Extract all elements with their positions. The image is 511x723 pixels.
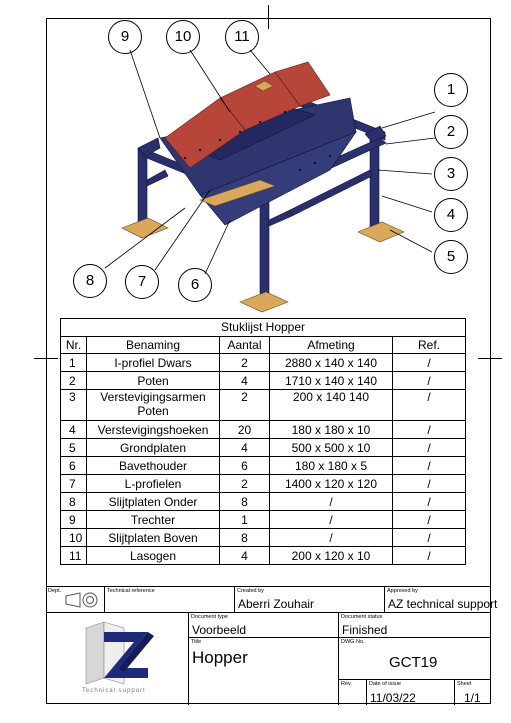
cell-benaming: Verstevigingshoeken <box>87 421 220 439</box>
cell-aantal: 2 <box>220 390 270 421</box>
cell-nr: 7 <box>61 475 87 493</box>
cell-afmeting: 200 x 140 140 <box>270 390 393 421</box>
drawing-title: Hopper <box>192 648 248 667</box>
table-row <box>61 439 466 457</box>
header-aantal: Aantal <box>220 337 270 354</box>
created-by-cell <box>234 587 384 612</box>
header-ref: Ref. <box>393 337 466 354</box>
cell-ref: / <box>393 439 466 457</box>
cell-nr: 9 <box>61 511 87 529</box>
table-row <box>61 547 466 565</box>
table-row <box>61 511 466 529</box>
cell-afmeting: 2880 x 140 x 140 <box>270 354 393 372</box>
balloon-10: 10 <box>166 20 200 54</box>
cell-aantal: 4 <box>220 372 270 390</box>
cell-benaming: I-profiel Dwars <box>87 354 220 372</box>
cell-nr: 6 <box>61 457 87 475</box>
title-block <box>46 586 498 705</box>
header-afmeting: Afmeting <box>270 337 393 354</box>
balloon-1: 1 <box>434 73 468 107</box>
title-cell <box>188 637 338 705</box>
dept-cell <box>46 587 104 612</box>
cell-afmeting: 180 x 180 x 5 <box>270 457 393 475</box>
cell-nr: 8 <box>61 493 87 511</box>
dept-label: Dept. <box>48 588 62 594</box>
cell-benaming: Poten <box>87 372 220 390</box>
cell-ref: / <box>393 475 466 493</box>
cell-benaming: Slijtplaten Onder <box>87 493 220 511</box>
cell-nr: 5 <box>61 439 87 457</box>
table-row <box>61 529 466 547</box>
created-by-label: Created by <box>237 588 264 594</box>
cell-nr: 1 <box>61 354 87 372</box>
header-benaming: Benaming <box>87 337 220 354</box>
cell-aantal: 6 <box>220 457 270 475</box>
balloon-2: 2 <box>434 115 468 149</box>
cell-aantal: 2 <box>220 475 270 493</box>
doc-status-value: Finished <box>342 623 388 637</box>
balloon-9: 9 <box>108 20 142 54</box>
tech-ref-label: Technical reference <box>107 588 155 594</box>
cell-benaming: Grondplaten <box>87 439 220 457</box>
cell-afmeting: 200 x 120 x 10 <box>270 547 393 565</box>
cell-ref: / <box>393 354 466 372</box>
cell-aantal: 20 <box>220 421 270 439</box>
cell-afmeting: 180 x 180 x 10 <box>270 421 393 439</box>
balloon-6: 6 <box>178 268 212 302</box>
cell-afmeting: / <box>270 493 393 511</box>
cell-afmeting: 500 x 500 x 10 <box>270 439 393 457</box>
date-value: 11/03/22 <box>370 691 416 705</box>
cell-ref: / <box>393 390 466 421</box>
table-row <box>61 372 466 390</box>
cell-aantal: 8 <box>220 529 270 547</box>
cell-nr: 3 <box>61 390 87 421</box>
cell-aantal: 4 <box>220 439 270 457</box>
table-row <box>61 493 466 511</box>
cell-ref: / <box>393 457 466 475</box>
cell-ref: / <box>393 547 466 565</box>
rev-label: Rev. <box>341 681 352 687</box>
sheet-cell <box>454 679 491 705</box>
cell-ref: / <box>393 529 466 547</box>
table-row <box>61 421 466 439</box>
cell-benaming: Trechter <box>87 511 220 529</box>
cell-benaming: Slijtplaten Boven <box>87 529 220 547</box>
created-by-value: Aberri Zouhair <box>238 597 315 611</box>
dwg-cell <box>338 637 491 679</box>
doc-type-label: Document type <box>191 614 228 620</box>
az-logo <box>66 618 166 690</box>
cell-afmeting: / <box>270 511 393 529</box>
table-row <box>61 475 466 493</box>
title-label: Title <box>191 639 202 645</box>
sheet-value: 1/1 <box>464 691 481 705</box>
hopper-isometric-drawing <box>60 20 480 320</box>
cell-aantal: 2 <box>220 354 270 372</box>
doc-status-cell <box>338 612 491 637</box>
balloon-4: 4 <box>434 198 468 232</box>
table-row <box>61 457 466 475</box>
balloon-7: 7 <box>125 265 159 299</box>
dwg-label: DWG No. <box>341 639 365 645</box>
cell-afmeting: 1710 x 140 x 140 <box>270 372 393 390</box>
table-row <box>61 390 466 421</box>
balloon-3: 3 <box>434 157 468 191</box>
logo-caption: Technical support <box>82 688 146 694</box>
parts-list-title: Stuklijst Hopper <box>60 318 466 336</box>
cell-nr: 11 <box>61 547 87 565</box>
right-center-mark <box>478 358 502 359</box>
sheet-label: Sheet <box>457 681 472 687</box>
cell-ref: / <box>393 493 466 511</box>
cell-benaming: Lasogen <box>87 547 220 565</box>
cell-aantal: 1 <box>220 511 270 529</box>
parts-list-table <box>60 318 466 565</box>
balloon-8: 8 <box>73 264 107 298</box>
cell-nr: 2 <box>61 372 87 390</box>
dwg-number: GCT19 <box>389 654 438 671</box>
approved-by-value: AZ technical support <box>388 597 498 611</box>
table-row <box>61 354 466 372</box>
cell-ref: / <box>393 511 466 529</box>
parts-list-header-row <box>61 337 466 354</box>
doc-type-cell <box>188 612 338 637</box>
cell-benaming: Bavethouder <box>87 457 220 475</box>
rev-cell <box>338 679 366 705</box>
cell-ref: / <box>393 421 466 439</box>
left-center-mark <box>34 358 58 359</box>
cell-ref: / <box>393 372 466 390</box>
approved-by-cell <box>384 587 498 612</box>
projection-symbol-icon <box>64 591 100 609</box>
cell-nr: 4 <box>61 421 87 439</box>
cell-afmeting: 1400 x 120 x 120 <box>270 475 393 493</box>
doc-status-label: Document status <box>341 614 383 620</box>
date-label: Date of issue <box>369 681 402 687</box>
cell-aantal: 8 <box>220 493 270 511</box>
logo-cell <box>46 612 188 705</box>
cell-afmeting: / <box>270 529 393 547</box>
approved-by-label: Approved by <box>387 588 418 594</box>
balloon-11: 11 <box>225 20 259 54</box>
date-cell <box>366 679 454 705</box>
cell-benaming: Verstevigingsarmen Poten <box>87 390 220 421</box>
cell-benaming: L-profielen <box>87 475 220 493</box>
cell-aantal: 4 <box>220 547 270 565</box>
balloon-5: 5 <box>434 240 468 274</box>
tech-ref-cell <box>104 587 234 612</box>
header-nr: Nr. <box>61 337 87 354</box>
cell-nr: 10 <box>61 529 87 547</box>
doc-type-value: Voorbeeld <box>192 623 247 637</box>
